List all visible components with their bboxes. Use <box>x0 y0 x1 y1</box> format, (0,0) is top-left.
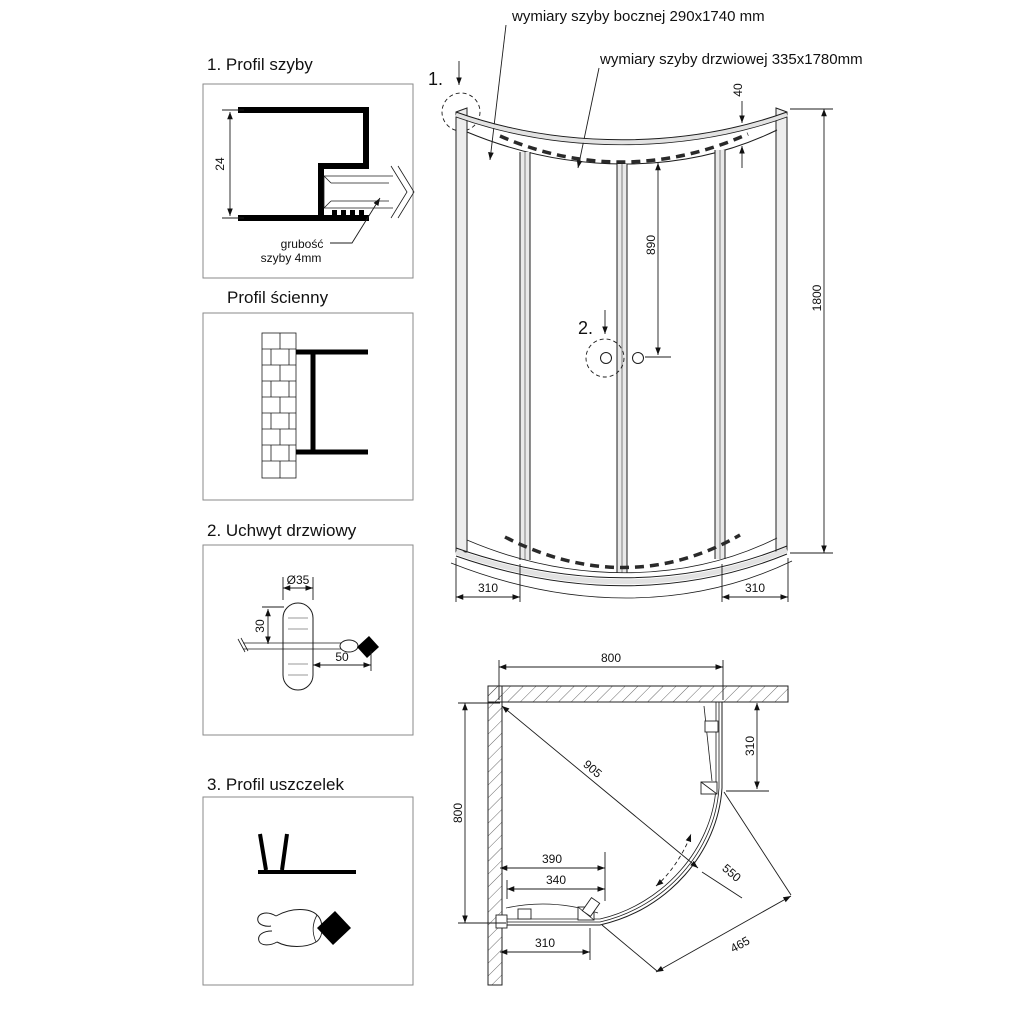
glass-profile-title: 1. Profil szyby <box>207 55 313 74</box>
callout-door-glass: wymiary szyby drzwiowej 335x1780mm <box>600 51 863 68</box>
seal-profile-box <box>203 797 413 985</box>
right-wall-post <box>776 108 787 552</box>
section-glass-profile <box>203 55 414 278</box>
dim-side-panel-right <box>726 703 769 791</box>
wall-top <box>488 686 788 702</box>
dim-310-plan-bottom-label: 310 <box>534 936 556 950</box>
dim-total-height <box>790 109 833 553</box>
dim-40-label: 40 <box>731 83 745 97</box>
front-view <box>428 8 863 602</box>
dim-door-glass <box>507 873 605 899</box>
callout-side-glass: wymiary szyby bocznej 290x1740 mm <box>512 8 765 25</box>
section-seal-profile <box>203 775 413 985</box>
dim-800-left-label: 800 <box>451 802 465 824</box>
dim-diagonal <box>502 706 698 868</box>
door-handles <box>578 310 644 377</box>
handle-knob-left <box>601 353 612 364</box>
dim-24-label: 24 <box>213 157 227 171</box>
door-glass-plan <box>506 706 712 913</box>
handle-knob-right <box>633 353 644 364</box>
plan-view <box>451 651 791 985</box>
dim-1800-label: 1800 <box>810 284 824 312</box>
note-line2: szyby 4mm <box>260 251 322 265</box>
dim-310-plan-right-label: 310 <box>743 735 757 757</box>
wall-profile-title: Profil ścienny <box>227 288 329 307</box>
dim-550-label: 550 <box>719 861 744 885</box>
dim-50-label: 50 <box>335 650 349 664</box>
note-line1: grubość <box>280 237 324 251</box>
glass-panel-posts <box>520 150 725 573</box>
door-handle-title: 2. Uchwyt drzwiowy <box>207 521 357 540</box>
wall-profile-box <box>203 313 413 500</box>
section-door-handle <box>203 521 413 735</box>
dim-310-left-label: 310 <box>477 581 499 595</box>
top-rail <box>456 112 787 164</box>
section-wall-profile <box>203 288 413 500</box>
dim-465-label: 465 <box>727 933 753 956</box>
wall-profile-cap <box>496 915 507 928</box>
dim-890-label: 890 <box>644 234 658 256</box>
dim-handle-height <box>644 163 671 357</box>
wall-left <box>488 686 502 985</box>
dim-340-label: 340 <box>545 873 567 887</box>
seal-profile-title: 3. Profil uszczelek <box>207 775 344 794</box>
callout-door-glass-leader <box>578 68 599 168</box>
dim-opening <box>602 792 791 972</box>
dim-d35-label: Ø35 <box>286 573 310 587</box>
rollers <box>518 721 718 920</box>
dim-side-panel-bottom <box>500 928 590 960</box>
dim-door-arc <box>702 861 744 898</box>
marker-1-label: 1. <box>428 69 444 89</box>
dim-30-label: 30 <box>253 619 267 633</box>
left-wall-post <box>456 108 467 552</box>
marker-2-label: 2. <box>578 318 594 338</box>
callout-side-glass-leader <box>490 25 506 160</box>
curved-track <box>496 702 722 928</box>
dim-390-label: 390 <box>541 852 563 866</box>
dim-310-right-label: 310 <box>744 581 766 595</box>
dim-800-top-label: 800 <box>600 651 622 665</box>
dim-905-label: 905 <box>580 757 605 781</box>
